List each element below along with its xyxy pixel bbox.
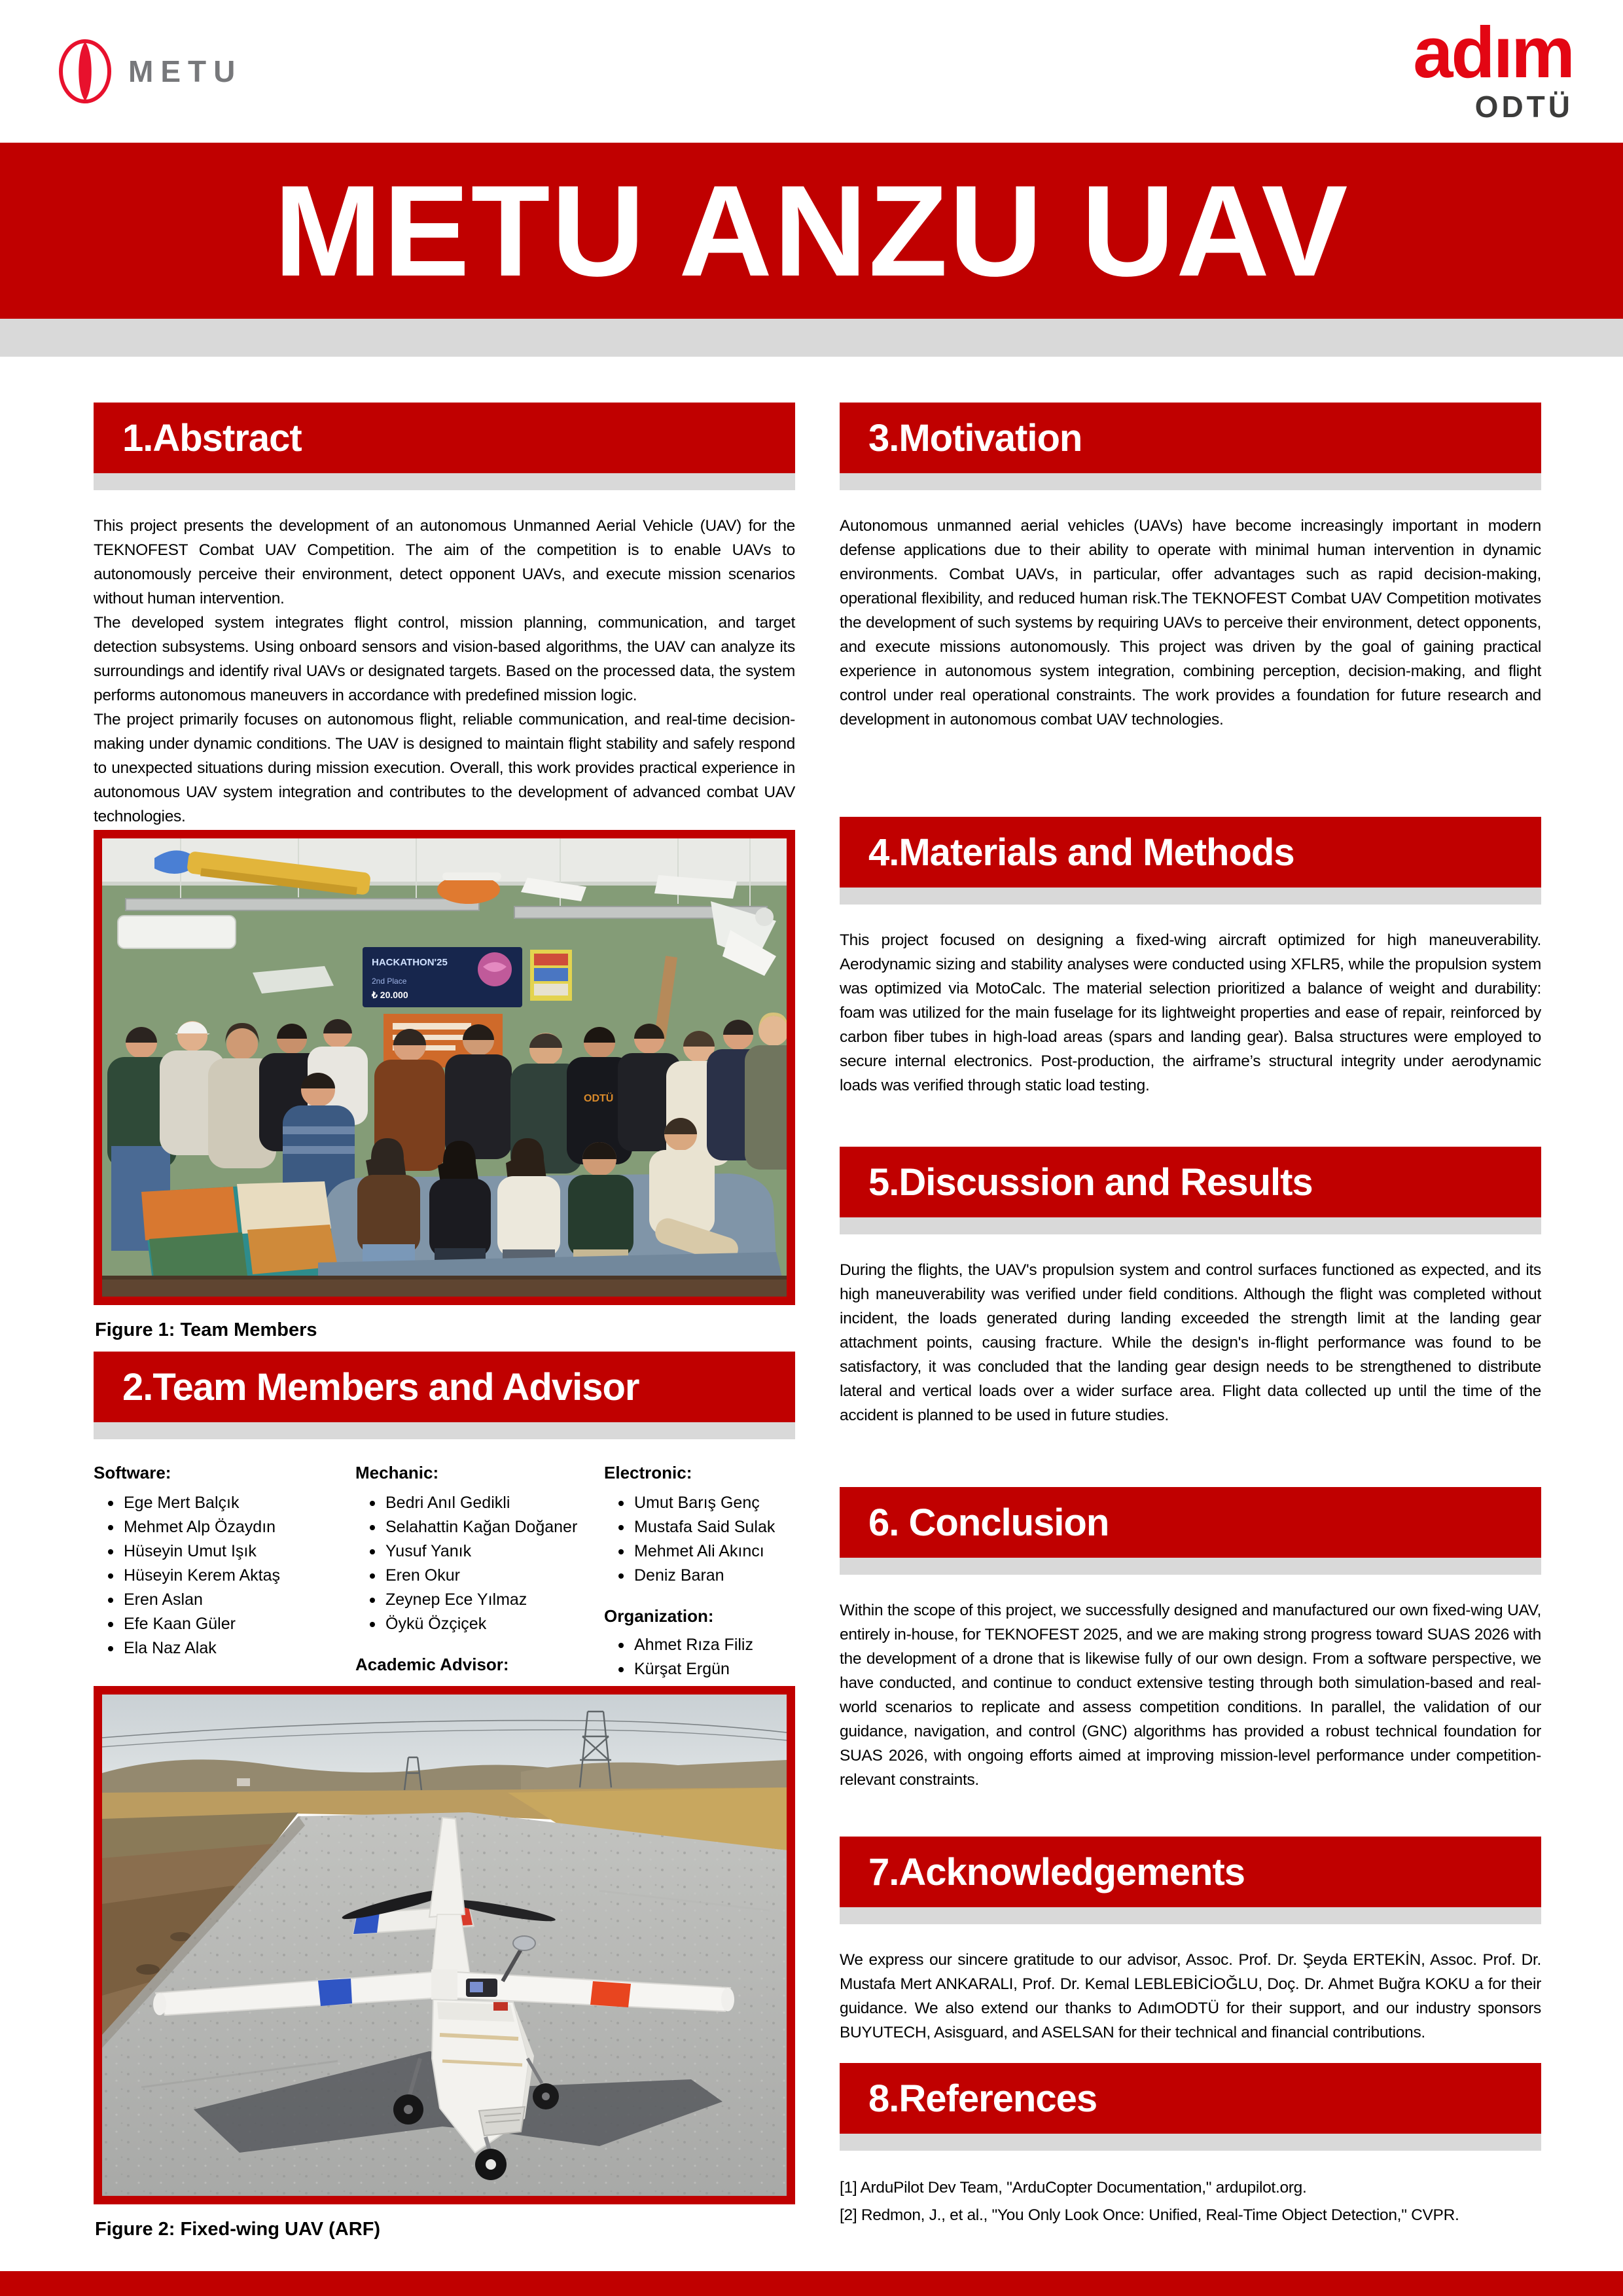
wall-banner-title: HACKATHON'25 — [372, 957, 448, 968]
abstract-body — [94, 514, 795, 829]
team-member-item: Öykü Özçiçek — [355, 1612, 604, 1636]
team-column-title: Mechanic: — [355, 1463, 439, 1482]
section-team — [94, 1352, 795, 1706]
poster-title-banner — [0, 143, 1623, 319]
adim-logo-text: adım — [1413, 12, 1573, 93]
team-member-list — [94, 1491, 355, 1660]
paragraph: We express our sincere gratitude to our advisor, Assoc. Prof. Dr. Şeyda ERTEKİN, Assoc. Prof. Dr. Mustafa Mert ANKARALI, Prof. Dr. Kemal LEBLEBİCİOĞLU, Doç. Dr. Ahmet Buğra KOKU a for their guidance. We also extend our thanks to AdımODTÜ for their support, and our industry sponsors BUYUTECH, Asisguard, and ASELSAN for their technical and financial contributions. — [840, 1951, 1541, 2041]
conclusion-heading: 6. Conclusion — [840, 1487, 1541, 1558]
figure1-caption: Figure 1: Team Members — [95, 1319, 317, 1340]
team-member-item: Yusuf Yanık — [355, 1539, 604, 1564]
team-member-item: Bedri Anıl Gedikli — [355, 1491, 604, 1515]
team-member-item: Efe Kaan Güler — [94, 1612, 355, 1636]
figure1-frame — [94, 830, 795, 1305]
team-member-item: Hüseyin Umut Işık — [94, 1539, 355, 1564]
team-columns — [94, 1463, 795, 1706]
figure2-frame — [94, 1686, 795, 2204]
banner-shadow — [0, 319, 1623, 357]
team-member-item: Mehmet Alp Özaydın — [94, 1515, 355, 1539]
team-member-item: Zeynep Ece Yılmaz — [355, 1588, 604, 1612]
team-column-software — [94, 1463, 355, 1706]
paragraph: The developed system integrates flight control, mission planning, communication, and target detection subsystems. Using onboard sensors and vision-based algorithms, the UAV can analyze its surroundings and identify rival UAVs or designated targets. Based on the processed data, the system performs autonomous maneuvers in accordance with predefined mission logic. — [94, 614, 795, 704]
acknowledgements-heading: 7.Acknowledgements — [840, 1837, 1541, 1907]
adim-logo-subtext: ODTÜ — [1474, 90, 1573, 124]
reference-item: [1] ArduPilot Dev Team, "ArduCopter Documentation," ardupilot.org. — [840, 2179, 1307, 2197]
section-motivation — [840, 403, 1541, 732]
team-column-title: Software: — [94, 1463, 171, 1482]
motivation-body — [840, 514, 1541, 732]
adim-logo — [1413, 12, 1573, 124]
paragraph: During the flights, the UAV's propulsion system and control surfaces functioned as expected, and its high maneuverability was verified under field conditions. Although the flight was completed without incident, the loads generated during landing exceeded the strength limit at the landing gear attachment points, causing fracture. While the design's in-flight performance was found to be satisfactory, it was concluded that the landing gear design needs to be strengthened to distribute lateral and vertical loads over a wider surface area. Flight data collected up until the time of the accident is planned to be used in future studies. — [840, 1261, 1541, 1424]
acknowledgements-body — [840, 1948, 1541, 2045]
paragraph: This project presents the development of an autonomous Unmanned Aerial Vehicle (UAV) for the TEKNOFEST Combat UAV Competition. The aim of the competition is to enable UAVs to autonomously perceive their environment, detect opponent UAVs, and execute mission scenarios without human intervention. — [94, 517, 795, 607]
heading-shadow — [840, 1907, 1541, 1924]
conclusion-body — [840, 1598, 1541, 1792]
paragraph: Within the scope of this project, we successfully designed and manufactured our own fixed-wing UAV, entirely in-house, for TEKNOFEST 2025, and we are making strong progress toward SUAS 2026 with the development of a drone that is likewise fully of our own design. From a software perspective, we have conducted, and continue to conduct extensive testing through both simulation-based and real-world scenarios to replicate and assess competition conditions. In parallel, the validation of our guidance, navigation, and control (GNC) algorithms has provided a robust technical foundation for SUAS 2026, with ongoing efforts aimed at improving mission-level performance under competition-relevant constraints. — [840, 1602, 1541, 1789]
team-member-item: Mustafa Said Sulak — [604, 1515, 795, 1539]
references-list — [840, 2174, 1541, 2229]
figure2-caption: Figure 2: Fixed-wing UAV (ARF) — [95, 2219, 381, 2240]
heading-shadow — [840, 473, 1541, 490]
metu-emblem-icon — [58, 39, 113, 103]
team-column-title: Electronic: — [604, 1463, 692, 1482]
organization-member-list — [604, 1633, 795, 1681]
heading-shadow — [840, 1558, 1541, 1575]
abstract-heading: 1.Abstract — [94, 403, 795, 473]
heading-shadow — [94, 1422, 795, 1439]
discussion-body — [840, 1258, 1541, 1427]
paragraph: This project focused on designing a fixed-wing aircraft optimized for high maneuverability. Aerodynamic sizing and stability analyses were conducted using XFLR5, while the propulsion system was optimized via MotoCalc. The material selection prioritized a balance of weight and durability: foam was utilized for the main fuselage for its lightweight properties and ease of repair, reinforced by carbon fiber tubes in high-load areas (spars and landing gear). Balsa structures were employed to secure internal electronics. Post-production, the airframe’s structural integrity under aerodynamic loads was verified through static load testing. — [840, 931, 1541, 1094]
section-materials — [840, 817, 1541, 1098]
wall-banner-prize: ₺ 20.000 — [372, 990, 408, 1000]
section-acknowledgements — [840, 1837, 1541, 2045]
team-heading: 2.Team Members and Advisor — [94, 1352, 795, 1422]
team-member-item: Ege Mert Balçık — [94, 1491, 355, 1515]
heading-shadow — [94, 473, 795, 490]
team-column-electronic — [604, 1463, 795, 1706]
team-member-item: Ahmet Rıza Filiz — [604, 1633, 795, 1657]
team-member-item: Ela Naz Alak — [94, 1636, 355, 1660]
team-member-item: Mehmet Ali Akıncı — [604, 1539, 795, 1564]
motivation-heading: 3.Motivation — [840, 403, 1541, 473]
poster-title: METU ANZU UAV — [274, 158, 1349, 303]
team-photo — [102, 838, 787, 1297]
uav-photo — [102, 1695, 787, 2196]
discussion-heading: 5.Discussion and Results — [840, 1147, 1541, 1217]
team-member-item: Kürşat Ergün — [604, 1657, 795, 1681]
team-member-item: Eren Aslan — [94, 1588, 355, 1612]
section-abstract — [94, 403, 795, 829]
metu-logo-text: METU — [128, 54, 243, 88]
svg-text:ODTÜ: ODTÜ — [584, 1093, 614, 1104]
team-member-item: Umut Barış Genç — [604, 1491, 795, 1515]
footer-bar — [0, 2271, 1623, 2296]
section-discussion — [840, 1147, 1541, 1427]
heading-shadow — [840, 1217, 1541, 1234]
heading-shadow — [840, 2134, 1541, 2151]
team-member-list — [355, 1491, 604, 1636]
heading-shadow — [840, 888, 1541, 905]
team-member-item: Deniz Baran — [604, 1564, 795, 1588]
team-member-item: Selahattin Kağan Doğaner — [355, 1515, 604, 1539]
team-member-item: Hüseyin Kerem Aktaş — [94, 1564, 355, 1588]
section-conclusion — [840, 1487, 1541, 1792]
paragraph: The project primarily focuses on autonomous flight, reliable communication, and real-time decision-making under dynamic conditions. The UAV is designed to maintain flight stability and safely respond to unexpected situations during mission execution. Overall, this work provides practical experience in autonomous UAV system integration and contributes to the development of advanced combat UAV technologies. — [94, 711, 795, 825]
section-references — [840, 2063, 1541, 2229]
references-heading: 8.References — [840, 2063, 1541, 2134]
paragraph: Autonomous unmanned aerial vehicles (UAVs) have become increasingly important in modern defense applications due to their ability to operate with minimal human intervention in dynamic environments. Combat UAVs, in particular, offer advantages such as rapid decision-making, operational flexibility, and reduced human risk.The TEKNOFEST Combat UAV Competition motivates the development of such systems by requiring UAVs to perceive their environment, detect opponents, and execute missions autonomously. This project was driven by the goal of gaining practical experience in autonomous system integration, combining perception, decision-making, and flight control under real operational constraints. The work provides a foundation for future research and development in autonomous combat UAV technologies. — [840, 517, 1541, 728]
reference-item: [2] Redmon, J., et al., "You Only Look Once: Unified, Real-Time Object Detection," CVPR. — [840, 2206, 1459, 2224]
team-member-list — [604, 1491, 795, 1588]
academic-advisor-title: Academic Advisor: — [355, 1655, 509, 1674]
materials-heading: 4.Materials and Methods — [840, 817, 1541, 888]
wall-banner-place: 2nd Place — [372, 977, 407, 986]
team-member-item: Eren Okur — [355, 1564, 604, 1588]
team-column-mechanic — [355, 1463, 604, 1706]
metu-logo — [58, 39, 242, 103]
materials-body — [840, 928, 1541, 1098]
organization-title: Organization: — [604, 1606, 714, 1626]
